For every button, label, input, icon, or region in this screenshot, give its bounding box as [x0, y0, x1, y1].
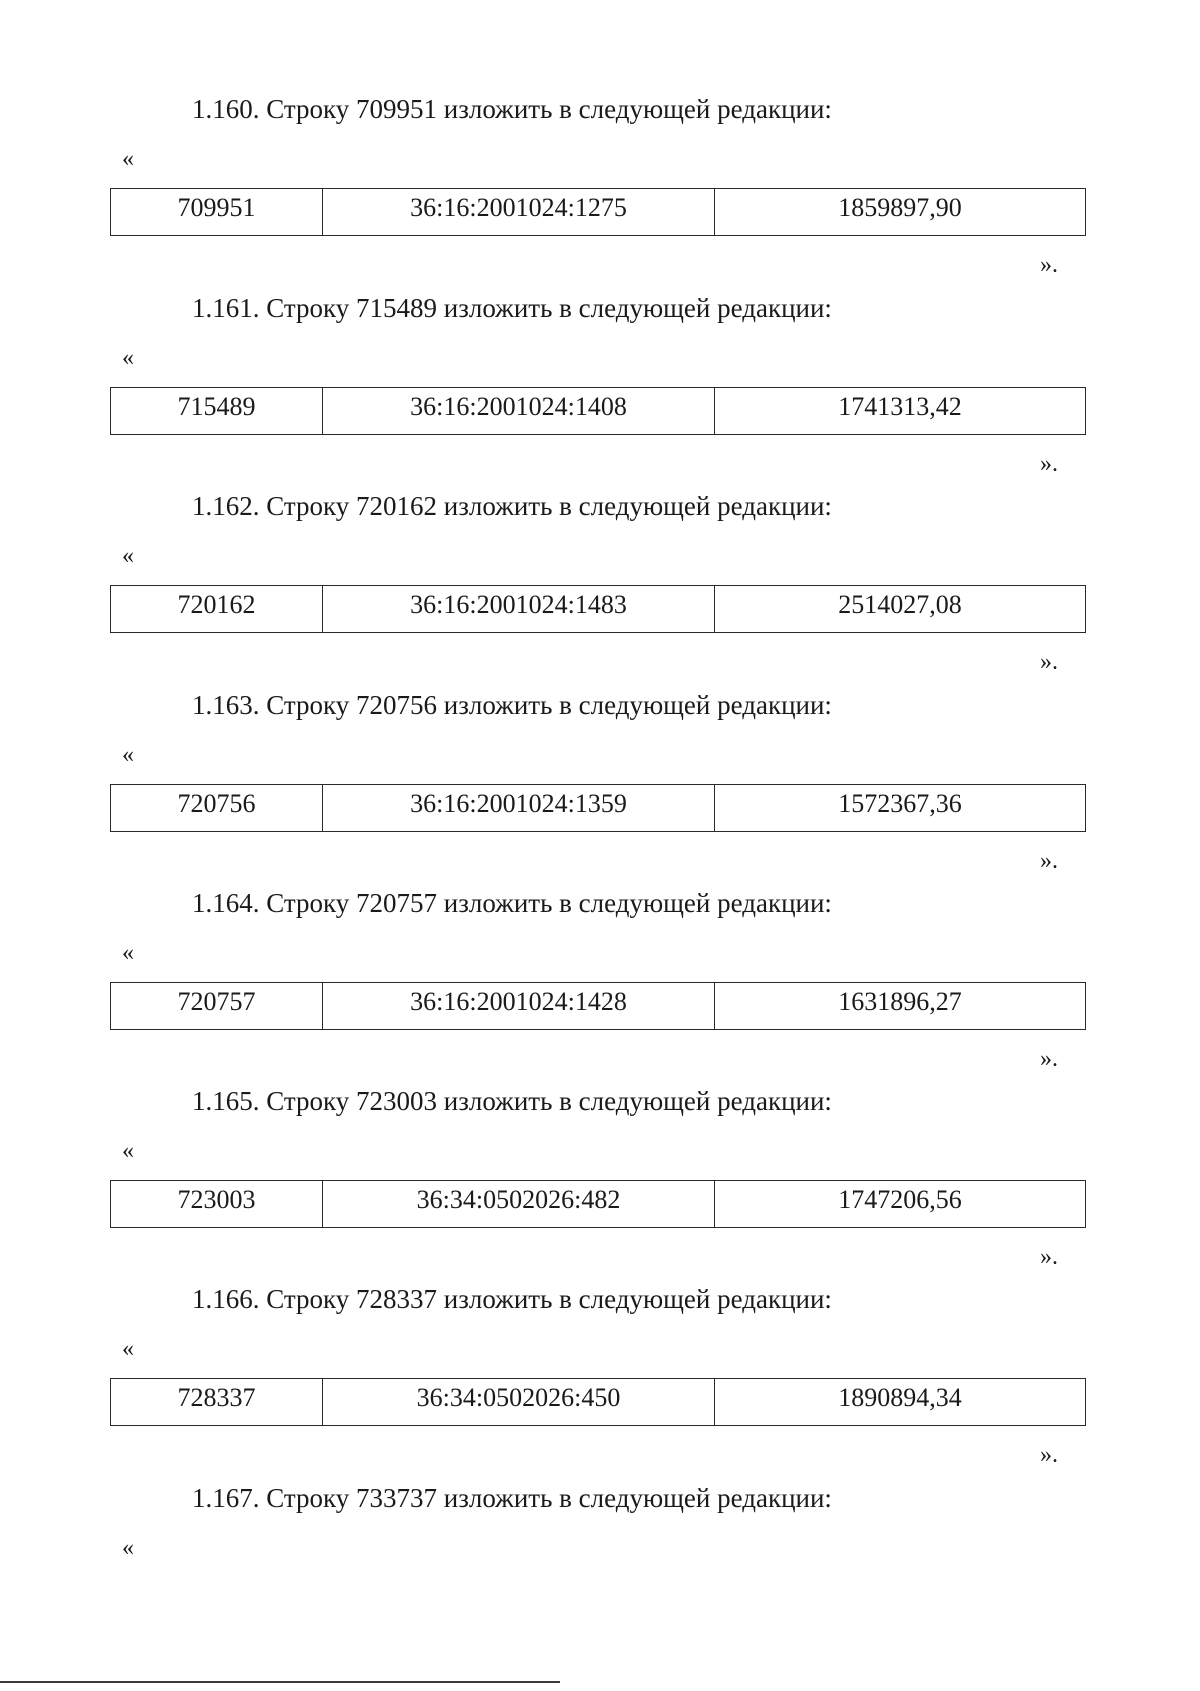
row-table: [110, 1180, 1086, 1228]
value-cell: 2514027,08: [715, 586, 1086, 633]
close-quote: ».: [1040, 848, 1058, 874]
entry-heading: 1.161. Строку 715489 изложить в следующей редакции:: [192, 293, 832, 323]
entry-heading: 1.167. Строку 733737 изложить в следующей редакции:: [192, 1483, 832, 1513]
cadastral-number-cell: 36:16:2001024:1359: [323, 785, 715, 832]
table-row: [111, 785, 1086, 832]
row-number-cell: 720757: [111, 983, 323, 1030]
entry-heading: 1.166. Строку 728337 изложить в следующей редакции:: [192, 1284, 832, 1314]
footer-rule: [0, 1681, 560, 1683]
close-quote: ».: [1040, 451, 1058, 477]
cadastral-number-cell: 36:16:2001024:1483: [323, 586, 715, 633]
cadastral-number-cell: 36:16:2001024:1408: [323, 388, 715, 435]
row-number-cell: 709951: [111, 189, 323, 236]
value-cell: 1741313,42: [715, 388, 1086, 435]
cadastral-number-cell: 36:34:0502026:482: [323, 1181, 715, 1228]
open-quote: «: [122, 742, 134, 768]
entry-heading: 1.164. Строку 720757 изложить в следующей редакции:: [192, 888, 832, 918]
row-number-cell: 720162: [111, 586, 323, 633]
value-cell: 1631896,27: [715, 983, 1086, 1030]
entry-heading: 1.163. Строку 720756 изложить в следующей редакции:: [192, 690, 832, 720]
value-cell: 1859897,90: [715, 189, 1086, 236]
table-row: [111, 1379, 1086, 1426]
value-cell: 1747206,56: [715, 1181, 1086, 1228]
cadastral-number-cell: 36:34:0502026:450: [323, 1379, 715, 1426]
close-quote: ».: [1040, 649, 1058, 675]
row-table: [110, 982, 1086, 1030]
open-quote: «: [122, 543, 134, 569]
row-table: [110, 585, 1086, 633]
open-quote: «: [122, 345, 134, 371]
value-cell: 1890894,34: [715, 1379, 1086, 1426]
table-row: [111, 388, 1086, 435]
row-number-cell: 728337: [111, 1379, 323, 1426]
row-number-cell: 723003: [111, 1181, 323, 1228]
row-table: [110, 784, 1086, 832]
table-row: [111, 983, 1086, 1030]
table-row: [111, 586, 1086, 633]
open-quote: «: [122, 940, 134, 966]
row-table: [110, 387, 1086, 435]
row-number-cell: 720756: [111, 785, 323, 832]
row-number-cell: 715489: [111, 388, 323, 435]
entry-heading: 1.165. Строку 723003 изложить в следующей редакции:: [192, 1086, 832, 1116]
open-quote: «: [122, 146, 134, 172]
table-row: [111, 1181, 1086, 1228]
cadastral-number-cell: 36:16:2001024:1275: [323, 189, 715, 236]
entry-heading: 1.160. Строку 709951 изложить в следующей редакции:: [192, 94, 832, 124]
close-quote: ».: [1040, 252, 1058, 278]
cadastral-number-cell: 36:16:2001024:1428: [323, 983, 715, 1030]
entry-heading: 1.162. Строку 720162 изложить в следующей редакции:: [192, 491, 832, 521]
open-quote: «: [122, 1336, 134, 1362]
open-quote: «: [122, 1535, 134, 1561]
value-cell: 1572367,36: [715, 785, 1086, 832]
close-quote: ».: [1040, 1046, 1058, 1072]
open-quote: «: [122, 1138, 134, 1164]
close-quote: ».: [1040, 1244, 1058, 1270]
row-table: [110, 188, 1086, 236]
row-table: [110, 1378, 1086, 1426]
close-quote: ».: [1040, 1442, 1058, 1468]
table-row: [111, 189, 1086, 236]
